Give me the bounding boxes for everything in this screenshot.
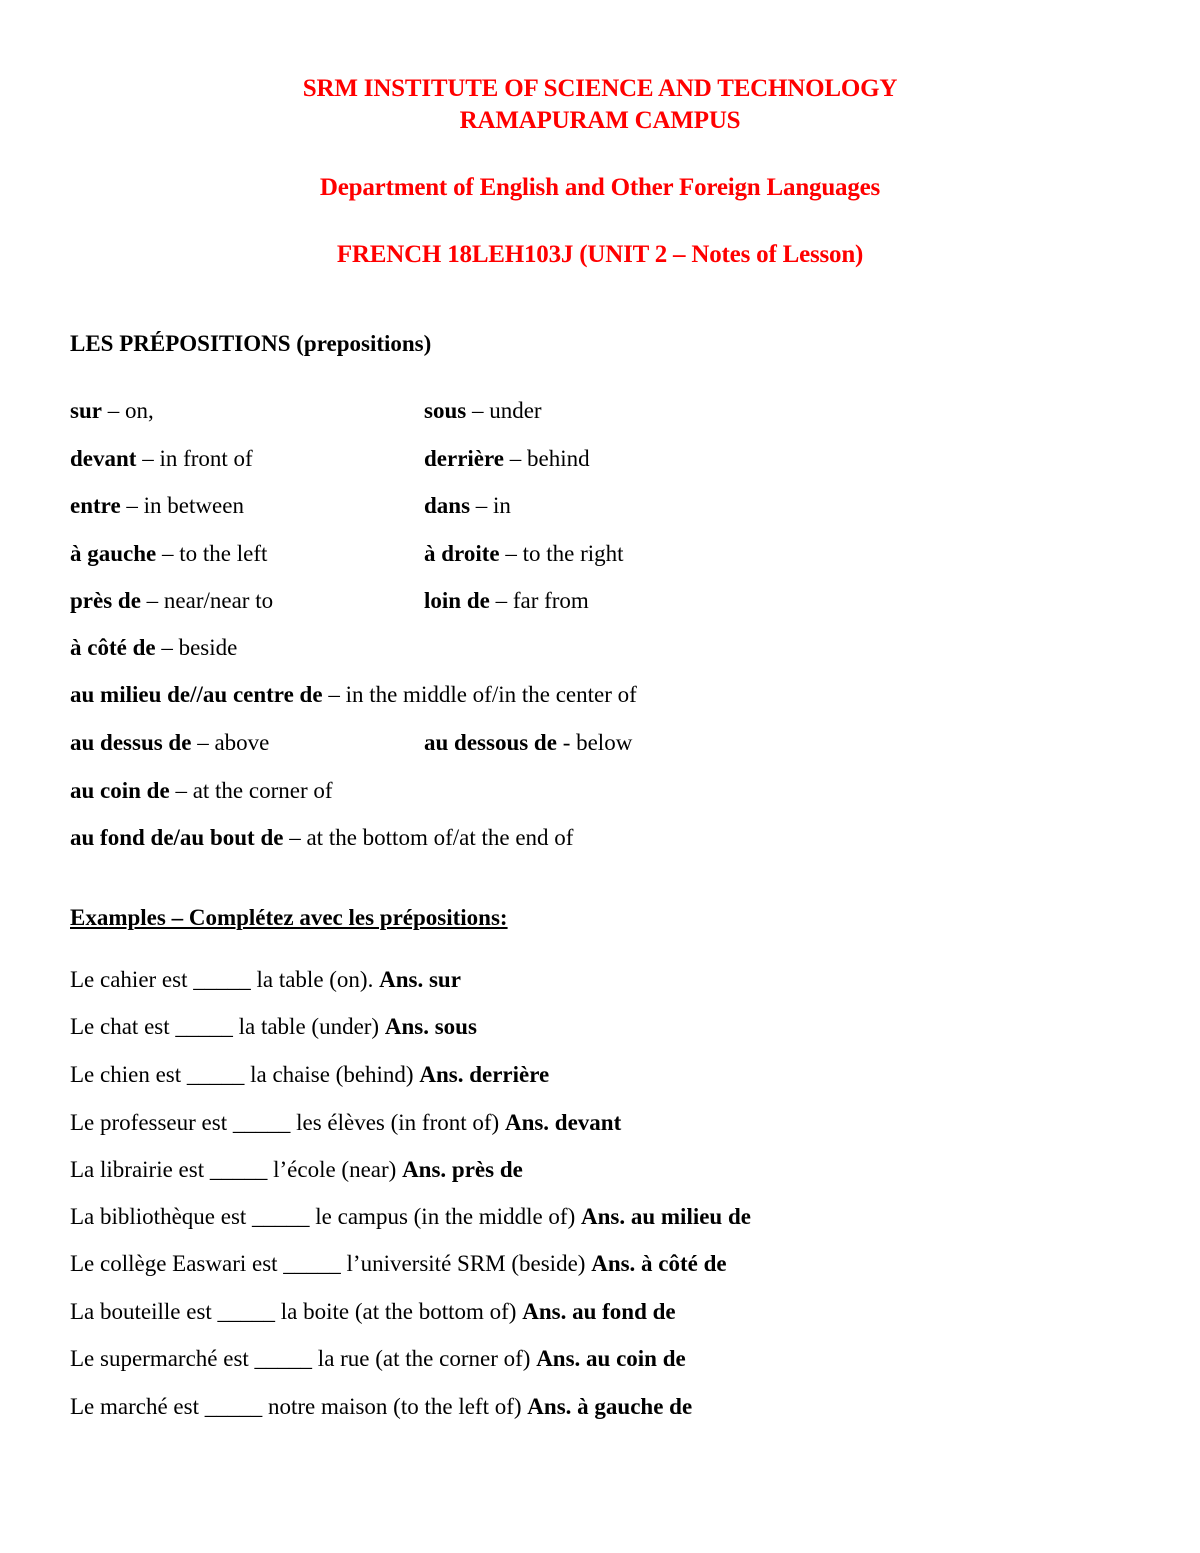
term: sur: [70, 398, 102, 423]
meaning: – at the bottom of/at the end of: [283, 825, 574, 850]
examples-heading-text: Examples – Complétez avec les prépositions:: [70, 905, 508, 930]
list-item: [424, 587, 589, 615]
example-answer: Ans. sur: [379, 967, 461, 992]
example-answer: Ans. à gauche de: [527, 1394, 693, 1419]
list-item: [424, 445, 590, 473]
list-item: [424, 729, 632, 757]
term: sous: [424, 398, 467, 423]
list-item: [70, 777, 333, 805]
department-title: Department of English and Other Foreign Languages: [319, 174, 881, 201]
example-answer: Ans. derrière: [419, 1062, 550, 1087]
term: devant: [70, 446, 137, 471]
example-sentence: Le chien est _____ la chaise (behind): [70, 1062, 420, 1087]
term: au fond de/au bout de: [70, 825, 284, 850]
example-sentence: Le collège Easwari est _____ l’université SRM (beside): [70, 1251, 592, 1276]
prepositions-heading-bold: LES PRÉPOSITIONS: [70, 331, 291, 356]
list-item: [70, 445, 253, 473]
list-item: [70, 824, 573, 852]
list-item: [70, 397, 154, 425]
example-item: [70, 1013, 477, 1041]
prepositions-heading-rest: (prepositions): [290, 331, 432, 356]
example-answer: Ans. sous: [384, 1014, 477, 1039]
meaning: – in: [470, 493, 511, 518]
example-answer: Ans. au coin de: [536, 1346, 686, 1371]
list-item: [70, 729, 269, 757]
meaning: – beside: [155, 635, 238, 660]
term: dans: [424, 493, 471, 518]
example-item: [70, 1203, 751, 1231]
meaning: – on,: [101, 398, 154, 423]
campus-title: RAMAPURAM CAMPUS: [459, 107, 741, 134]
term: entre: [70, 493, 121, 518]
example-sentence: Le professeur est _____ les élèves (in front of): [70, 1110, 505, 1135]
meaning: – in front of: [136, 446, 253, 471]
example-answer: Ans. devant: [504, 1110, 622, 1135]
example-item: [70, 1156, 523, 1184]
example-item: [70, 966, 461, 994]
list-item: [424, 540, 624, 568]
example-sentence: Le cahier est _____ la table (on).: [70, 967, 380, 992]
example-sentence: Le supermarché est _____ la rue (at the corner of): [70, 1346, 537, 1371]
example-answer: Ans. au fond de: [522, 1299, 676, 1324]
example-sentence: La librairie est _____ l’école (near): [70, 1157, 403, 1182]
example-answer: Ans. à côté de: [591, 1251, 727, 1276]
term: au dessous de: [424, 730, 557, 755]
example-item: [70, 1298, 676, 1326]
list-item: [70, 587, 273, 615]
list-item: [424, 397, 542, 425]
term: au milieu de//au centre de: [70, 682, 323, 707]
list-item: [424, 492, 511, 520]
course-title: FRENCH 18LEH103J (UNIT 2 – Notes of Lesson): [336, 241, 864, 268]
examples-heading: [70, 904, 508, 932]
meaning: - below: [556, 730, 633, 755]
term: au coin de: [70, 778, 170, 803]
prepositions-heading: [70, 330, 431, 358]
list-item: [70, 540, 267, 568]
meaning: – at the corner of: [169, 778, 333, 803]
example-answer: Ans. au milieu de: [581, 1204, 751, 1229]
term: à gauche: [70, 541, 157, 566]
example-item: [70, 1061, 549, 1089]
meaning: – to the left: [156, 541, 268, 566]
term: près de: [70, 588, 141, 613]
example-item: [70, 1393, 692, 1421]
example-sentence: La bouteille est _____ la boite (at the bottom of): [70, 1299, 523, 1324]
meaning: – above: [191, 730, 270, 755]
example-sentence: Le chat est _____ la table (under): [70, 1014, 385, 1039]
meaning: – far from: [489, 588, 589, 613]
term: au dessus de: [70, 730, 192, 755]
meaning: – in the middle of/in the center of: [322, 682, 637, 707]
term: loin de: [424, 588, 490, 613]
meaning: – in between: [120, 493, 244, 518]
example-sentence: La bibliothèque est _____ le campus (in the middle of): [70, 1204, 581, 1229]
example-item: [70, 1250, 727, 1278]
list-item: [70, 681, 637, 709]
institute-title: SRM INSTITUTE OF SCIENCE AND TECHNOLOGY: [302, 75, 898, 102]
meaning: – under: [466, 398, 542, 423]
list-item: [70, 492, 244, 520]
list-item: [70, 634, 237, 662]
example-answer: Ans. près de: [402, 1157, 523, 1182]
term: à côté de: [70, 635, 156, 660]
example-item: [70, 1109, 621, 1137]
example-sentence: Le marché est _____ notre maison (to the left of): [70, 1394, 528, 1419]
meaning: – near/near to: [140, 588, 274, 613]
meaning: – behind: [504, 446, 590, 471]
term: derrière: [424, 446, 505, 471]
example-item: [70, 1345, 686, 1373]
term: à droite: [424, 541, 500, 566]
meaning: – to the right: [499, 541, 624, 566]
